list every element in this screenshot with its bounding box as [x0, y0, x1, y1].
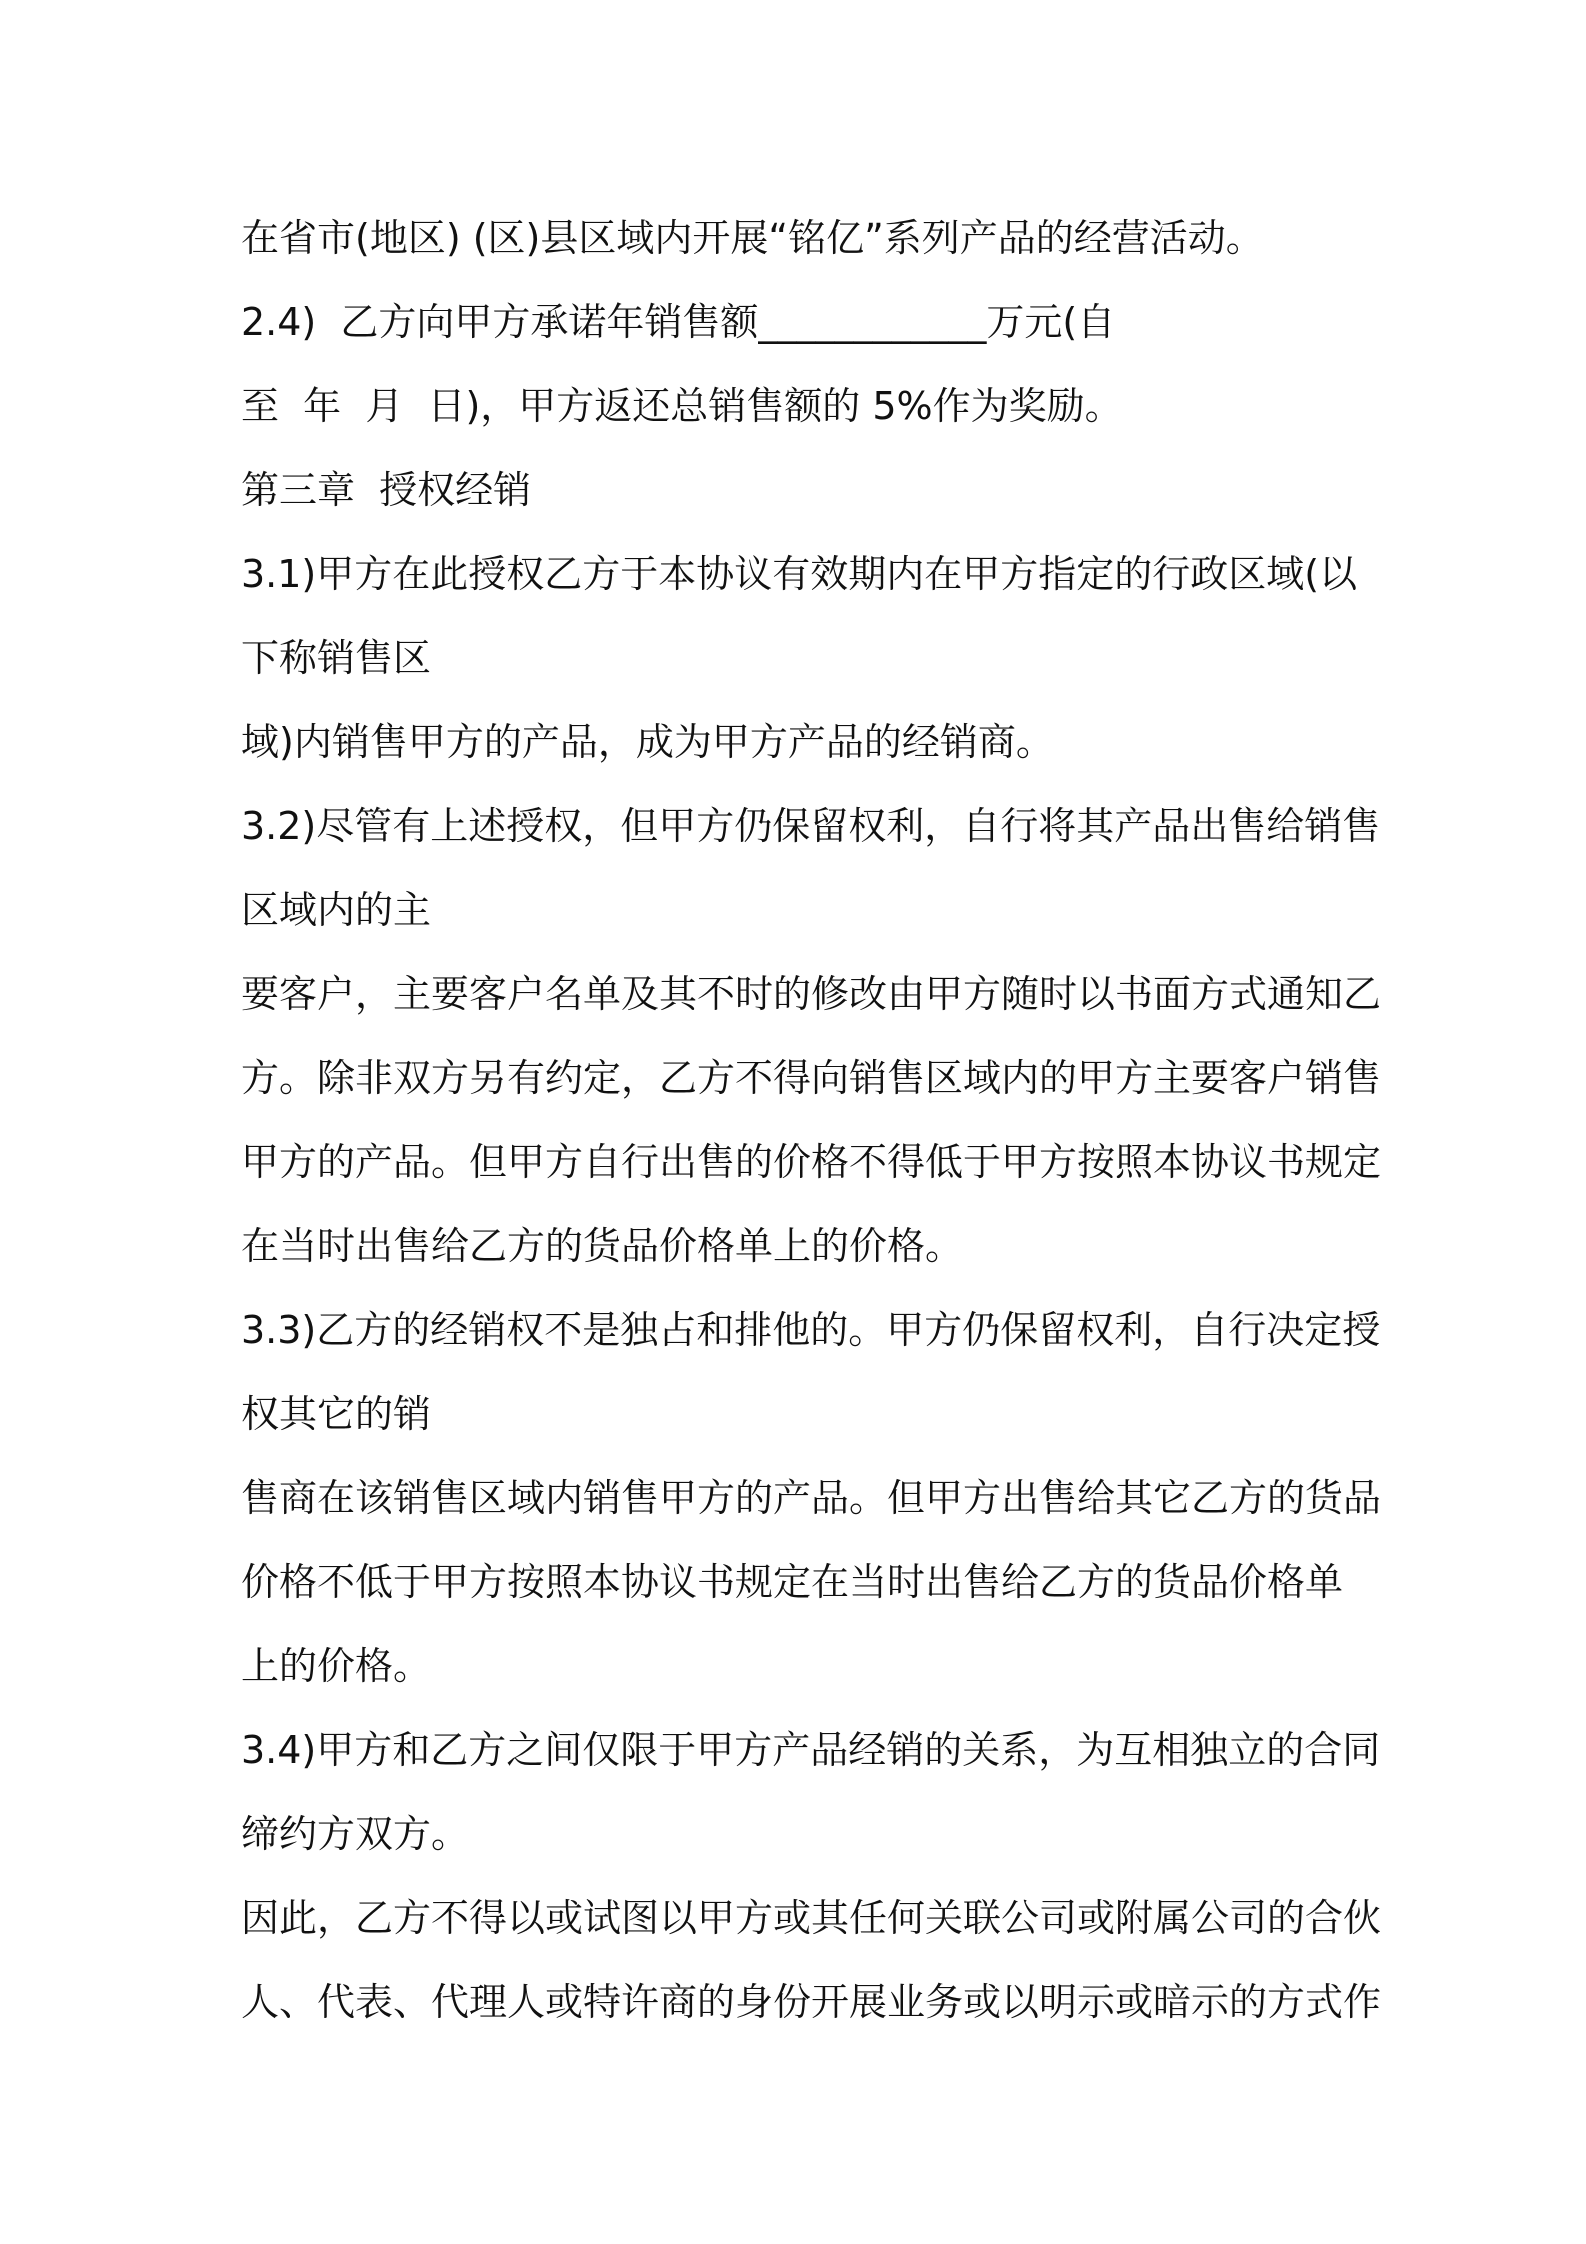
text-line: 3.3)乙方的经销权不是独占和排他的。甲方仍保留权利，自行决定授	[241, 1308, 1381, 1352]
text-line: 售商在该销售区域内销售甲方的产品。但甲方出售给其它乙方的货品	[241, 1476, 1381, 1520]
text-line: 在省市(地区) (区)县区域内开展“铭亿”系列产品的经营活动。	[241, 216, 1264, 260]
text-line: 3.1)甲方在此授权乙方于本协议有效期内在甲方指定的行政区域(以	[241, 552, 1358, 596]
text-line: 下称销售区	[241, 636, 432, 680]
text-line: 价格不低于甲方按照本协议书规定在当时出售给乙方的货品价格单	[241, 1560, 1344, 1604]
text-line: 3.2)尽管有上述授权，但甲方仍保留权利，自行将其产品出售给销售	[241, 804, 1381, 848]
text-line: 至 年 月 日)，甲方返还总销售额的 5%作为奖励。	[241, 384, 1123, 428]
text-line: 2.4) 乙方向甲方承诺年销售额____________万元(自	[241, 300, 1116, 344]
text-line: 3.4)甲方和乙方之间仅限于甲方产品经销的关系，为互相独立的合同	[241, 1728, 1381, 1772]
text-line: 在当时出售给乙方的货品价格单上的价格。	[241, 1224, 964, 1268]
text-line: 域)内销售甲方的产品，成为甲方产品的经销商。	[241, 720, 1054, 764]
text-line: 方。除非双方另有约定，乙方不得向销售区域内的甲方主要客户销售	[241, 1056, 1381, 1100]
text-line: 区域内的主	[241, 888, 432, 932]
text-line: 甲方的产品。但甲方自行出售的价格不得低于甲方按照本协议书规定	[241, 1140, 1381, 1184]
text-line: 要客户，主要客户名单及其不时的修改由甲方随时以书面方式通知乙	[241, 972, 1381, 1016]
document-body	[241, 196, 1381, 2044]
text-line: 人、代表、代理人或特许商的身份开展业务或以明示或暗示的方式作	[241, 1980, 1381, 2024]
text-line: 因此，乙方不得以或试图以甲方或其任何关联公司或附属公司的合伙	[241, 1896, 1381, 1940]
text-line: 上的价格。	[241, 1644, 432, 1688]
text-line: 权其它的销	[241, 1392, 432, 1436]
text-line: 缔约方双方。	[241, 1812, 470, 1856]
chapter-heading: 第三章 授权经销	[241, 468, 532, 512]
